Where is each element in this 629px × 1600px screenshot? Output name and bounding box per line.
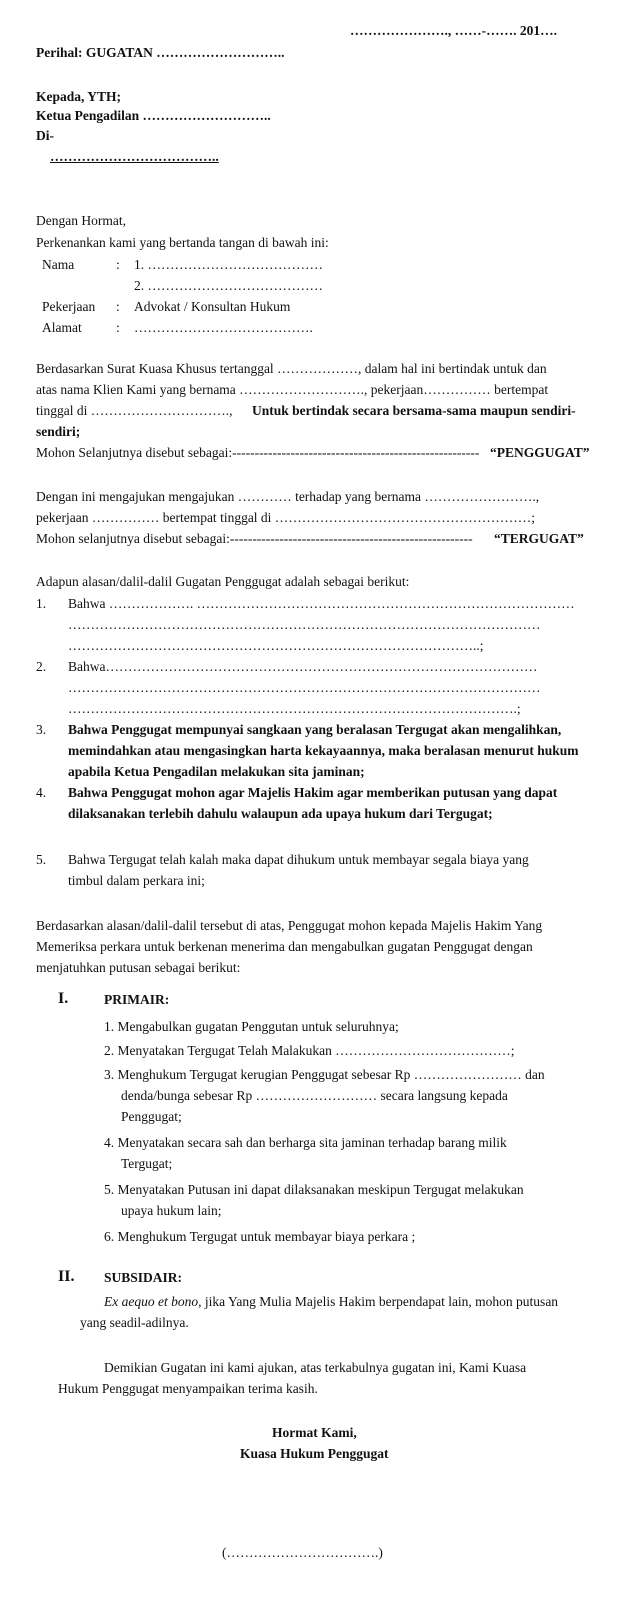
alasan-3-line-2: memindahkan atau mengasingkan harta kekayaannya, maka beralasan menurut hukum <box>68 743 579 758</box>
perihal-line: Perihal: GUGATAN ……………………….. <box>36 45 285 60</box>
ketua-line: Ketua Pengadilan ……………………….. <box>36 108 271 123</box>
alasan-2-line-2: …………………………………………………………………………………………… <box>68 680 541 695</box>
alasan-2-line-3: ……………………………………………………………………………………….; <box>68 701 521 716</box>
alasan-5-line-1: Bahwa Tergugat telah kalah maka dapat dihukum untuk membayar segala biaya yang <box>68 852 529 867</box>
tergugat-line-1: Dengan ini mengajukan mengajukan ………… terhadap yang bernama ……………………., <box>36 489 540 504</box>
kepada-line: Kepada, YTH; <box>36 89 122 104</box>
subsidair-title: SUBSIDAIR: <box>104 1270 183 1285</box>
nama-value-2: 2. ………………………………… <box>134 278 323 293</box>
alasan-2-line-1: Bahwa…………………………………………………………………………………… <box>68 659 538 674</box>
berdasarkan-line-2: Memeriksa perkara untuk berkenan menerima dan mengabulkan gugatan Penggugat dengan <box>36 939 533 954</box>
kuasa-line-1: Berdasarkan Surat Kuasa Khusus tertanggal ………………, dalam hal ini bertindak untuk dan <box>36 361 547 376</box>
alasan-intro: Adapun alasan/dalil-dalil Gugatan Penggugat adalah sebagai berikut: <box>36 574 410 589</box>
nama-colon: : <box>116 257 120 272</box>
alasan-4-line-1: Bahwa Penggugat mohon agar Majelis Hakim agar memberikan putusan yang dapat <box>68 785 558 800</box>
penggugat-label: “PENGGUGAT” <box>490 445 590 460</box>
alamat-colon: : <box>116 320 120 335</box>
nama-label: Nama <box>42 257 75 272</box>
primair-item-4-line-2: Tergugat; <box>121 1156 173 1171</box>
alasan-1-line-2: …………………………………………………………………………………………… <box>68 617 541 632</box>
kuasa-line-3b: Untuk bertindak secara bersama-sama maupun sendiri- <box>252 403 576 418</box>
primair-item-6: 6. Menghukum Tergugat untuk membayar biaya perkara ; <box>104 1229 416 1244</box>
kuasa-line-3a: tinggal di …………………………., <box>36 403 233 418</box>
alasan-4-line-2: dilaksanakan terlebih dahulu walaupun ada upaya hukum dari Tergugat; <box>68 806 493 821</box>
alamat-value: …………………………………. <box>134 320 313 335</box>
primair-item-3-line-2: denda/bunga sebesar Rp ……………………… secara langsung kepada <box>121 1088 508 1103</box>
alasan-1-line-3: ………………………………………………………………………………..; <box>68 638 484 653</box>
date-line: …………………., ……-……. 201…. <box>350 23 557 38</box>
tergugat-label: “TERGUGAT” <box>494 531 584 546</box>
tergugat-line-2: pekerjaan …………… bertempat tinggal di …………………………………………………; <box>36 510 536 525</box>
pekerjaan-label: Pekerjaan <box>42 299 96 314</box>
berdasarkan-line-1: Berdasarkan alasan/dalil-dalil tersebut di atas, Penggugat mohon kepada Majelis Hakim Yang <box>36 918 543 933</box>
alasan-num-2: 2. <box>36 659 47 674</box>
signature-kuasa: Kuasa Hukum Penggugat <box>240 1446 389 1461</box>
signature-name-line: (…………………………….) <box>222 1545 383 1560</box>
alasan-3-line-1: Bahwa Penggugat mempunyai sangkaan yang beralasan Tergugat akan mengalihkan, <box>68 722 562 737</box>
primair-item-3-line-1: 3. Menghukum Tergugat kerugian Penggugat sebesar Rp …………………… dan <box>104 1067 545 1082</box>
subsidair-line-1 <box>104 1293 558 1311</box>
primair-item-5-line-1: 5. Menyatakan Putusan ini dapat dilaksanakan meskipun Tergugat melakukan <box>104 1182 524 1197</box>
salutation: Dengan Hormat, <box>36 213 126 228</box>
alasan-3-line-3: apabila Ketua Pengadilan melakukan sita jaminan; <box>68 764 365 779</box>
primair-item-1: 1. Mengabulkan gugatan Penggutan untuk seluruhnya; <box>104 1019 399 1034</box>
primair-item-4-line-1: 4. Menyatakan secara sah dan berharga sita jaminan terhadap barang milik <box>104 1135 507 1150</box>
closing-line-1: Demikian Gugatan ini kami ajukan, atas terkabulnya gugatan ini, Kami Kuasa <box>104 1360 527 1375</box>
alamat-label: Alamat <box>42 320 82 335</box>
di-line: Di- <box>36 128 54 143</box>
perkenankan-line: Perkenankan kami yang bertanda tangan di bawah ini: <box>36 235 329 250</box>
alasan-5-line-2: timbul dalam perkara ini; <box>68 873 205 888</box>
primair-item-3-line-3: Penggugat; <box>121 1109 182 1124</box>
berdasarkan-line-3: menjatuhkan putusan sebagai berikut: <box>36 960 241 975</box>
subsidair-latin-phrase: Ex aequo et bono, <box>104 1294 202 1309</box>
di-dots: ……………………………….. <box>50 149 219 164</box>
primair-title: PRIMAIR: <box>104 992 170 1007</box>
nama-value-1: 1. ………………………………… <box>134 257 323 272</box>
kuasa-line-4: sendiri; <box>36 424 81 439</box>
primair-item-5-line-2: upaya hukum lain; <box>121 1203 222 1218</box>
subsidair-numeral: II. <box>58 1268 75 1285</box>
kuasa-line-2: atas nama Klien Kami yang bernama ………………………., pekerjaan…………… bertempat <box>36 382 549 397</box>
alasan-num-5: 5. <box>36 852 47 867</box>
tergugat-line-3: Mohon selanjutnya disebut sebagai:------------------------------------------------------ <box>36 531 473 546</box>
subsidair-line-1-rest: jika Yang Mulia Majelis Hakim berpendapat lain, mohon putusan <box>201 1294 559 1309</box>
alasan-num-4: 4. <box>36 785 47 800</box>
pekerjaan-value: Advokat / Konsultan Hukum <box>134 299 291 314</box>
alasan-num-1: 1. <box>36 596 47 611</box>
pekerjaan-colon: : <box>116 299 120 314</box>
closing-line-2: Hukum Penggugat menyampaikan terima kasih. <box>58 1381 318 1396</box>
alasan-num-3: 3. <box>36 722 47 737</box>
penggugat-line: Mohon Selanjutnya disebut sebagai:------------------------------------------------------- <box>36 445 480 460</box>
signature-hormat: Hormat Kami, <box>272 1425 357 1440</box>
primair-numeral: I. <box>58 990 69 1007</box>
subsidair-line-2: yang seadil-adilnya. <box>80 1315 189 1330</box>
primair-item-2: 2. Menyatakan Tergugat Telah Malakukan …………………………………; <box>104 1043 515 1058</box>
alasan-1-line-1: Bahwa ………………. ………………………………………………………………………… <box>68 596 575 611</box>
